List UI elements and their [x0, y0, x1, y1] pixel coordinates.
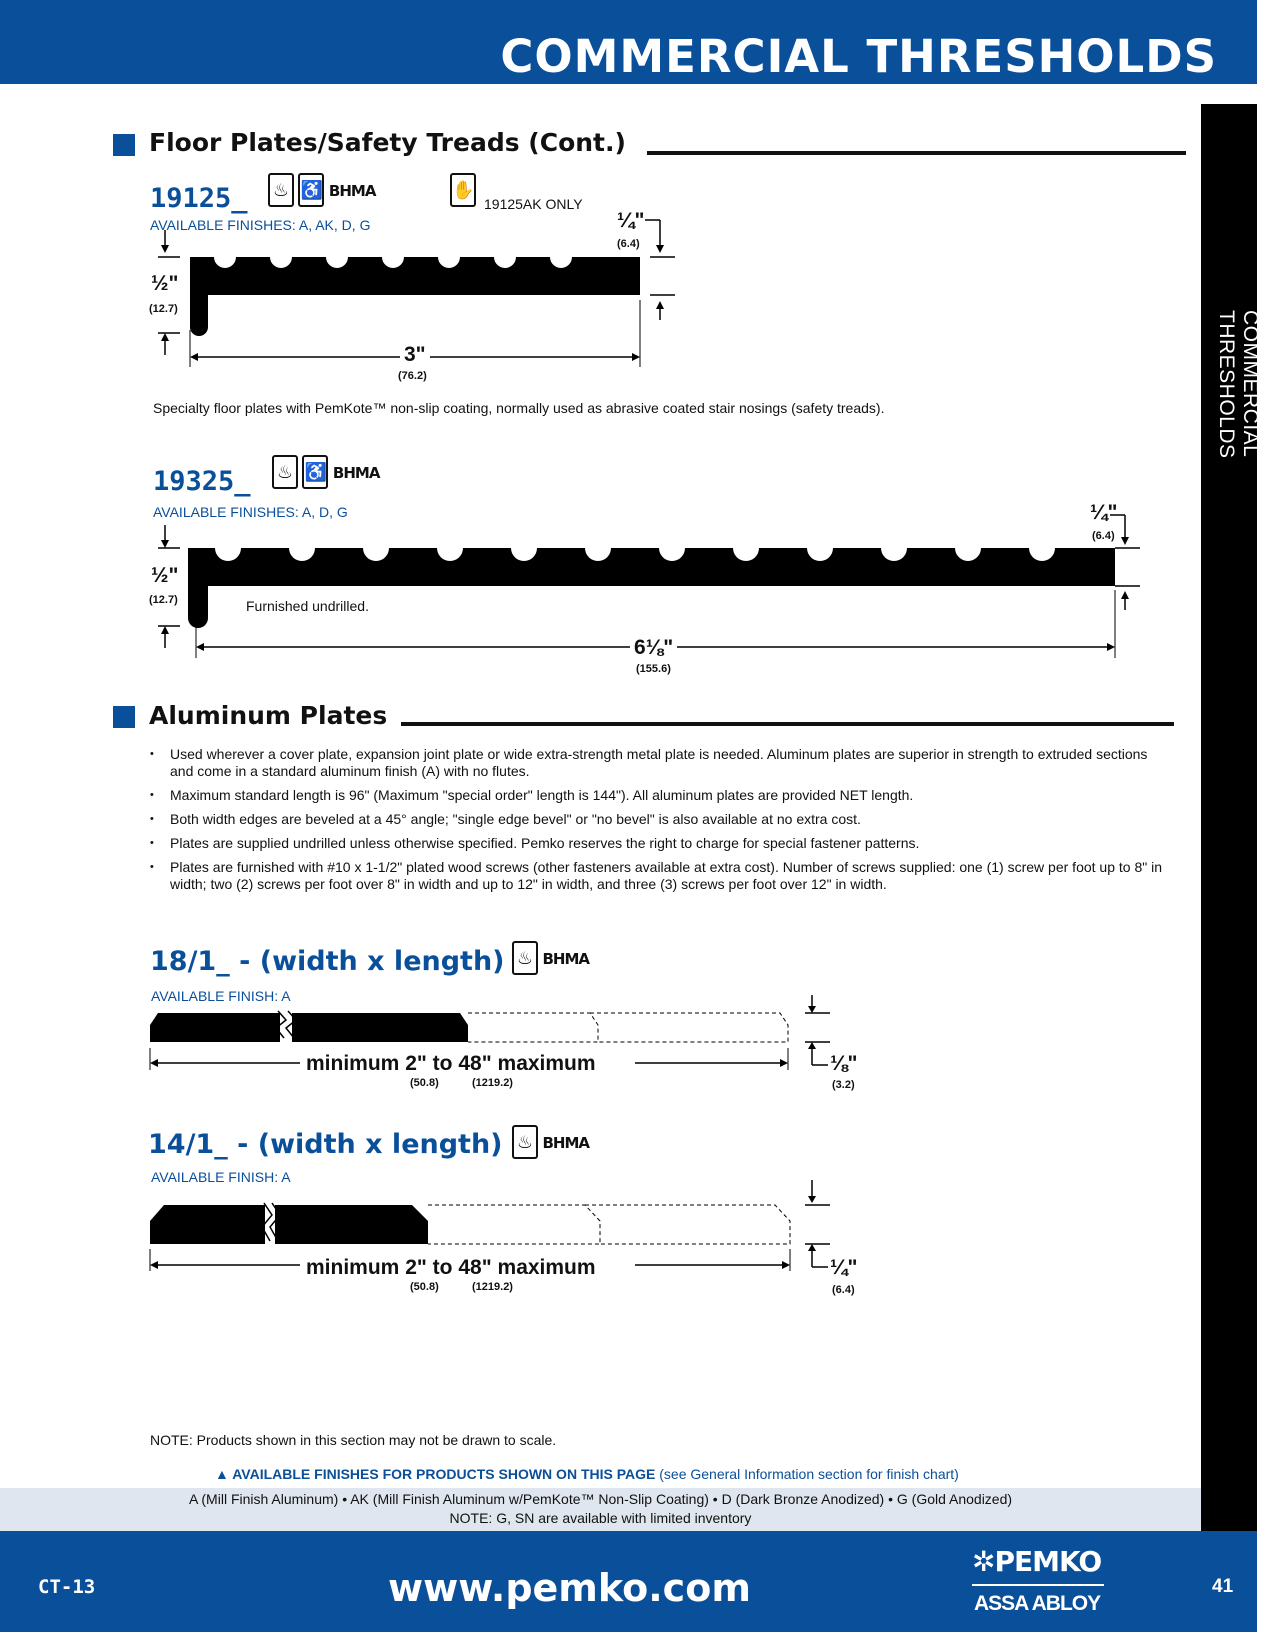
- dim-thickness: ⅛": [830, 1052, 858, 1075]
- fire-rating-icon: ♨: [272, 455, 298, 489]
- available-finish: AVAILABLE FINISH: A: [151, 1169, 291, 1185]
- feature-list: [150, 746, 1170, 900]
- finishes-note: NOTE: G, SN are available with limited inventory: [449, 1510, 752, 1526]
- fire-rating-icon: ♨: [268, 173, 294, 207]
- dim-thickness-mm: (3.2): [832, 1079, 855, 1091]
- triangle-icon: ▲: [215, 1466, 229, 1482]
- product-description: Specialty floor plates with PemKote™ non-slip coating, normally used as abrasive coated stair nosings (safety treads).: [153, 400, 885, 416]
- list-item: • Maximum standard length is 96" (Maximum "special order" length is 144"). All aluminum plates are provided NET length.: [150, 787, 1170, 804]
- star-icon: ✲: [972, 1545, 995, 1578]
- product-code: 14/1_ - (width x length): [148, 1129, 503, 1160]
- finishes-heading: ▲ AVAILABLE FINISHES FOR PRODUCTS SHOWN ON THIS PAGE (see General Information section for finish chart): [215, 1466, 959, 1482]
- dim-height-mm: (12.7): [149, 303, 178, 315]
- cert-icons: [512, 1125, 589, 1159]
- cert-icons: [268, 173, 375, 207]
- ak-only-note: 19125AK ONLY: [484, 196, 583, 212]
- dim-width-mm: (155.6): [636, 663, 671, 675]
- list-item: • Plates are supplied undrilled unless otherwise specified. Pemko reserves the right to charge for special fastener patterns.: [150, 835, 1170, 852]
- scale-note: NOTE: Products shown in this section may not be drawn to scale.: [150, 1432, 557, 1448]
- dim-range: minimum 2" to 48" maximum: [306, 1256, 596, 1279]
- cert-icons: [272, 455, 379, 489]
- dim-width-mm: (76.2): [398, 370, 427, 382]
- section-rule: [647, 151, 1186, 155]
- section-rule: [401, 722, 1174, 726]
- dim-thickness-mm: (6.4): [832, 1284, 855, 1296]
- section-marker: [113, 134, 135, 156]
- bhma-logo: BHMA: [332, 464, 380, 482]
- bhma-logo: BHMA: [328, 182, 376, 200]
- product-code: 19325_: [153, 466, 251, 497]
- website-link[interactable]: www.pemko.com: [388, 1566, 751, 1610]
- dim-top-mm: (6.4): [617, 238, 640, 250]
- list-item: • Both width edges are beveled at a 45° angle; "single edge bevel" or "no bevel" is also available at no extra cost.: [150, 811, 1170, 828]
- list-item: • Plates are furnished with #10 x 1-1/2" plated wood screws (other fasteners available at extra cost). Number of screws supplied: one (1) screw per foot up to 8" in width; two (2) screws per foot over 8" in width and up to 12" in width, and three (3) screws per foot over 12" in width.: [150, 859, 1170, 893]
- dim-height: ½": [151, 272, 179, 295]
- side-tab-label: COMMERCIAL THRESHOLDS: [1215, 310, 1262, 459]
- section-title: Floor Plates/Safety Treads (Cont.): [149, 128, 626, 157]
- dim-max-mm: (1219.2): [472, 1281, 513, 1293]
- list-item: • Used wherever a cover plate, expansion joint plate or wide extra-strength metal plate is needed. Aluminum plates are superior in strength to extruded sections and come in a standard aluminum finish (A) with no flutes.: [150, 746, 1170, 780]
- dim-min-mm: (50.8): [410, 1077, 439, 1089]
- page-code: CT-13: [38, 1576, 96, 1598]
- dim-thickness: ¼": [830, 1256, 858, 1279]
- finishes-list: A (Mill Finish Aluminum) • AK (Mill Finish Aluminum w/PemKote™ Non-Slip Coating) • D (Dark Bronze Anodized) • G (Gold Anodized): [188, 1491, 1013, 1507]
- available-finishes: AVAILABLE FINISHES: A, D, G: [153, 504, 348, 520]
- bhma-logo: BHMA: [542, 1134, 589, 1152]
- product-code: 18/1_ - (width x length): [150, 946, 505, 977]
- fire-rating-icon: ♨: [512, 941, 538, 975]
- fire-rating-icon: ♨: [512, 1125, 538, 1159]
- available-finishes: AVAILABLE FINISHES: A, AK, D, G: [150, 217, 371, 233]
- dim-max-mm: (1219.2): [472, 1077, 513, 1089]
- dim-width: 3": [400, 343, 430, 367]
- dim-range: minimum 2" to 48" maximum: [306, 1052, 596, 1075]
- dim-top: ¼": [617, 209, 645, 232]
- section-title: Aluminum Plates: [149, 701, 388, 730]
- product-code: 19125_: [150, 183, 248, 214]
- logo-divider: [972, 1584, 1104, 1586]
- undrilled-note: Furnished undrilled.: [246, 598, 369, 614]
- dim-top: ¼": [1090, 501, 1118, 524]
- cert-icons: [512, 941, 589, 975]
- page-number: 41: [1212, 1576, 1234, 1597]
- pemko-logo: ✲PEMKO: [972, 1545, 1102, 1578]
- dim-height-mm: (12.7): [149, 594, 178, 606]
- assa-abloy-logo: ASSA ABLOY: [974, 1592, 1101, 1615]
- dim-min-mm: (50.8): [410, 1281, 439, 1293]
- section-marker: [113, 706, 135, 728]
- accessibility-icon: ♿: [298, 173, 324, 207]
- dim-width: 6⅛": [630, 636, 677, 660]
- dim-height: ½": [151, 564, 179, 587]
- accessibility-icon: ♿: [302, 455, 328, 489]
- profile-19325-shape: [188, 548, 1115, 628]
- available-finish: AVAILABLE FINISH: A: [151, 988, 291, 1004]
- bhma-logo: BHMA: [542, 950, 589, 968]
- pemkote-icon: ✋: [450, 173, 476, 207]
- page-title: COMMERCIAL THRESHOLDS: [500, 30, 1217, 83]
- dim-top-mm: (6.4): [1092, 530, 1115, 542]
